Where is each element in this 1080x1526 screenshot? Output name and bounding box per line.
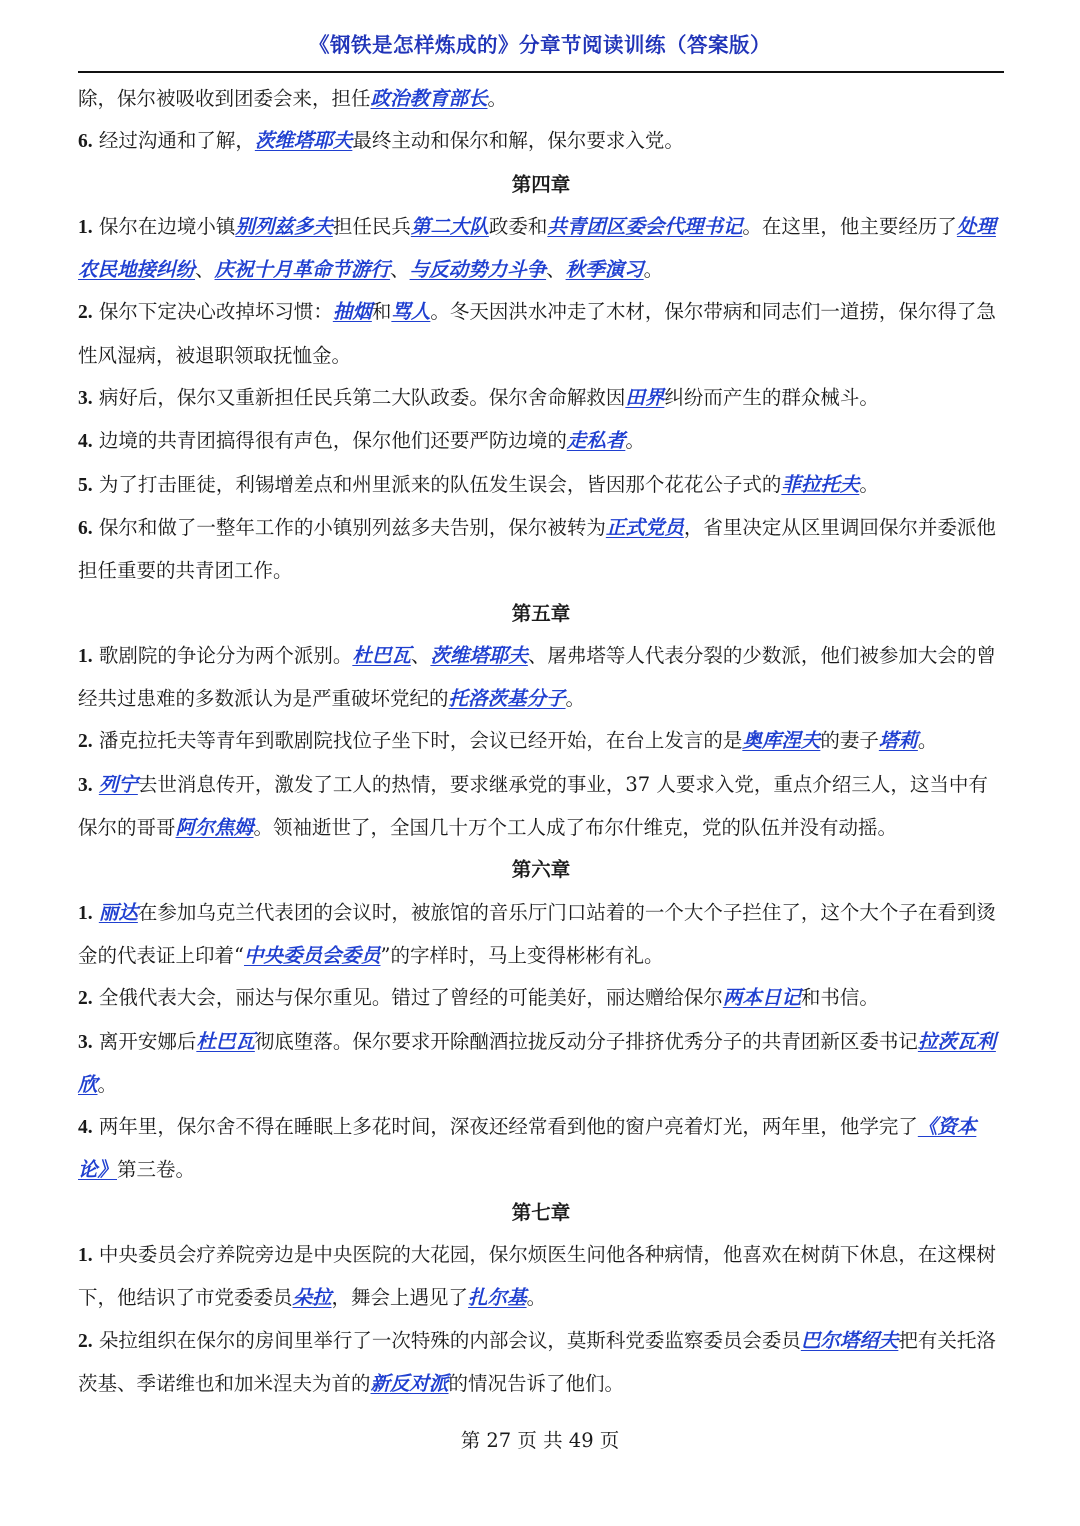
question-paragraph bbox=[78, 764, 1004, 850]
body-text: 保尔和做了一整年工作的小镇别列兹多夫告别，保尔被转为 bbox=[92, 515, 606, 539]
body-text: 、屠弗塔等人代表分裂的少数派，他们被参加大会的曾经共过患难的多数派认为是严重破坏党纪的 bbox=[78, 643, 996, 711]
header-divider bbox=[78, 71, 1004, 73]
body-text: 。 bbox=[565, 687, 586, 711]
answer-text: 列宁 bbox=[98, 772, 138, 796]
answer-text: 处理农民地接纠纷 bbox=[78, 214, 996, 282]
question-paragraph bbox=[78, 507, 1004, 593]
question-paragraph bbox=[78, 464, 1004, 507]
answer-text: 《资本论》 bbox=[78, 1115, 977, 1182]
question-number: 4. bbox=[78, 431, 93, 453]
body-text: 纠纷而产生的群众械斗。 bbox=[664, 386, 879, 410]
body-text: 的情况告诉了他们。 bbox=[448, 1371, 625, 1395]
answer-text: 秋季演习 bbox=[565, 258, 644, 282]
body-text: 。 bbox=[97, 1072, 118, 1096]
answer-text: 别列兹多夫 bbox=[235, 214, 333, 238]
answer-text: 托洛茨基分子 bbox=[448, 687, 566, 711]
page-number: 第 27 页 共 49 页 bbox=[460, 1429, 620, 1452]
answer-text: 中央委员会委员 bbox=[243, 943, 381, 967]
body-text: 的妻子 bbox=[820, 729, 879, 753]
body-text: 把有关托洛茨基、季诺维也和加米涅夫为首的 bbox=[78, 1328, 996, 1395]
answer-text: 杜巴瓦 bbox=[352, 643, 411, 667]
question-number: 5. bbox=[78, 474, 93, 496]
answer-text: 巴尔塔绍夫 bbox=[800, 1328, 899, 1352]
question-paragraph bbox=[78, 635, 1004, 721]
body-text: 。领袖逝世了，全国几十万个工人成了布尔什维克，党的队伍并没有动摇。 bbox=[253, 816, 898, 840]
body-text: 朵拉组织在保尔的房间里举行了一次特殊的内部会议，莫斯科党委监察委员会委员 bbox=[92, 1328, 801, 1352]
question-paragraph bbox=[78, 120, 1004, 163]
body-text: 彻底堕落。保尔要求开除酗酒拉拢反动分子排挤优秀分子的共青团新区委书记 bbox=[254, 1029, 918, 1053]
answer-text: 茨维塔耶夫 bbox=[430, 643, 528, 667]
question-number: 2. bbox=[78, 1330, 93, 1352]
question-number: 3. bbox=[78, 774, 93, 796]
body-text: 边境的共青团搞得很有声色，保尔他们还要严防边境的 bbox=[92, 429, 567, 453]
answer-text: 庆祝十月革命节游行 bbox=[214, 258, 391, 282]
question-number: 4. bbox=[78, 1117, 93, 1139]
answer-text: 茨维塔耶夫 bbox=[254, 129, 353, 153]
body-text: 全俄代表大会，丽达与保尔重见。错过了曾经的可能美好，丽达赠给保尔 bbox=[92, 986, 723, 1010]
body-text: ，舞会上遇见了 bbox=[331, 1286, 469, 1310]
answer-text: 政治教育部长 bbox=[370, 87, 488, 110]
body-text: 歌剧院的争论分为两个派别。 bbox=[92, 643, 353, 667]
answer-text: 朵拉 bbox=[292, 1286, 332, 1310]
body-text: 经过沟通和了解， bbox=[92, 129, 255, 153]
body-text: 保尔下定决心改掉坏习惯： bbox=[92, 300, 333, 324]
answer-text: 两本日记 bbox=[722, 986, 801, 1010]
question-paragraph bbox=[78, 1106, 1004, 1192]
question-number: 2. bbox=[78, 731, 93, 753]
question-number: 1. bbox=[78, 1245, 93, 1267]
body-text: 保尔在边境小镇 bbox=[92, 214, 236, 238]
body-text: 在参加乌克兰代表团的会议时，被旅馆的音乐厅门口站着的一个大个子拦住了，这个大个子在看到烫金的代表证上印着“ bbox=[78, 900, 996, 967]
answer-text: 菲拉托夫 bbox=[781, 472, 860, 496]
question-number: 1. bbox=[78, 216, 93, 238]
body-text: 离开安娜后 bbox=[92, 1029, 197, 1053]
body-text: 为了打击匪徒，利锡增差点和州里派来的队伍发生误会，皆因那个花花公子式的 bbox=[92, 472, 782, 496]
body-text: 。 bbox=[487, 87, 508, 110]
answer-text: 丽达 bbox=[98, 900, 138, 924]
body-text: 潘克拉托夫等青年到歌剧院找位子坐下时，会议已经开始，在台上发言的是 bbox=[92, 729, 743, 753]
body-text: 病好后，保尔又重新担任民兵第二大队政委。保尔舍命解救因 bbox=[92, 386, 626, 410]
chapter-heading: 第七章 bbox=[511, 1200, 571, 1224]
answer-text: 骂人 bbox=[391, 300, 431, 324]
body-text: 和 bbox=[371, 300, 392, 324]
body-text: ，省里决定从区里调回保尔并委派他担任重要的共青团工作。 bbox=[78, 515, 996, 583]
chapter-heading: 第六章 bbox=[511, 858, 571, 882]
answer-text: 杜巴瓦 bbox=[196, 1029, 255, 1053]
question-paragraph bbox=[78, 1021, 1004, 1107]
body-text: 中央委员会疗养院旁边是中央医院的大花园，保尔烦医生问他各种病情，他喜欢在树荫下休息，在这棵树下，他结识了市党委委员 bbox=[78, 1243, 996, 1310]
answer-text: 塔莉 bbox=[878, 729, 918, 753]
question-paragraph bbox=[78, 291, 1004, 377]
question-number: 2. bbox=[78, 988, 93, 1010]
answer-text: 奥库涅夫 bbox=[742, 729, 821, 753]
body-text: 担任民兵 bbox=[332, 214, 411, 238]
answer-text: 拉茨瓦利欣 bbox=[78, 1029, 996, 1096]
body-text: 第三卷。 bbox=[117, 1158, 196, 1182]
question-number: 3. bbox=[78, 1031, 93, 1053]
chapter-heading: 第四章 bbox=[511, 172, 571, 196]
body-text: 除，保尔被吸收到团委会来，担任 bbox=[78, 87, 371, 110]
question-number: 1. bbox=[78, 902, 93, 924]
body-text: 、 bbox=[410, 643, 431, 667]
answer-text: 扎尔基 bbox=[468, 1286, 527, 1310]
question-number: 2. bbox=[78, 302, 93, 324]
body-text: 。 bbox=[917, 729, 938, 753]
body-text: 两年里，保尔舍不得在睡眠上多花时间，深夜还经常看到他的窗户亮着灯光，两年里，他学完了 bbox=[92, 1115, 918, 1139]
body-text: 、 bbox=[195, 258, 215, 282]
body-text: 和书信。 bbox=[800, 986, 879, 1010]
question-paragraph bbox=[78, 420, 1004, 463]
question-paragraph bbox=[78, 720, 1004, 763]
answer-text: 新反对派 bbox=[370, 1371, 449, 1395]
body-text: 、 bbox=[546, 258, 566, 282]
answer-text: 第二大队 bbox=[410, 214, 489, 238]
answer-text: 走私者 bbox=[566, 429, 626, 453]
question-number: 1. bbox=[78, 645, 93, 667]
document-body bbox=[78, 78, 1004, 1405]
answer-text: 正式党员 bbox=[605, 515, 684, 539]
body-text: 。冬天因洪水冲走了木材，保尔带病和同志们一道捞，保尔得了急性风湿病，被退职领取抚恤金。 bbox=[78, 300, 996, 367]
document-title: 《钢铁是怎样炼成的》分章节阅读训练（答案版） bbox=[309, 33, 771, 57]
answer-text: 与反动势力斗争 bbox=[409, 258, 547, 282]
question-paragraph bbox=[78, 1234, 1004, 1320]
question-paragraph bbox=[78, 977, 1004, 1020]
question-number: 6. bbox=[78, 517, 93, 539]
body-text: 、 bbox=[390, 258, 410, 282]
body-text: 。 bbox=[526, 1286, 547, 1310]
answer-text: 田界 bbox=[625, 386, 665, 410]
question-paragraph bbox=[78, 892, 1004, 978]
question-paragraph bbox=[78, 206, 1004, 292]
body-text: 。 bbox=[859, 472, 879, 496]
answer-text: 抽烟 bbox=[332, 300, 372, 324]
answer-text: 阿尔焦姆 bbox=[175, 816, 254, 840]
body-text: 政委和 bbox=[488, 214, 548, 238]
question-number: 6. bbox=[78, 131, 93, 153]
chapter-heading: 第五章 bbox=[511, 601, 571, 625]
question-paragraph bbox=[78, 78, 1004, 120]
body-text: ”的字样时，马上变得彬彬有礼。 bbox=[380, 943, 664, 967]
question-paragraph bbox=[78, 1320, 1004, 1406]
answer-text: 共青团区委会代理书记 bbox=[547, 214, 743, 238]
question-paragraph bbox=[78, 377, 1004, 420]
body-text: 。在这里，他主要经历了 bbox=[742, 214, 957, 238]
body-text: 最终主动和保尔和解，保尔要求入党。 bbox=[352, 129, 684, 153]
body-text: 去世消息传开，激发了工人的热情，要求继承党的事业，37 人要求入党，重点介绍三人，这当中有保尔的哥哥 bbox=[78, 772, 988, 840]
body-text: 。 bbox=[625, 429, 645, 453]
question-number: 3. bbox=[78, 388, 93, 410]
body-text: 。 bbox=[643, 258, 664, 282]
